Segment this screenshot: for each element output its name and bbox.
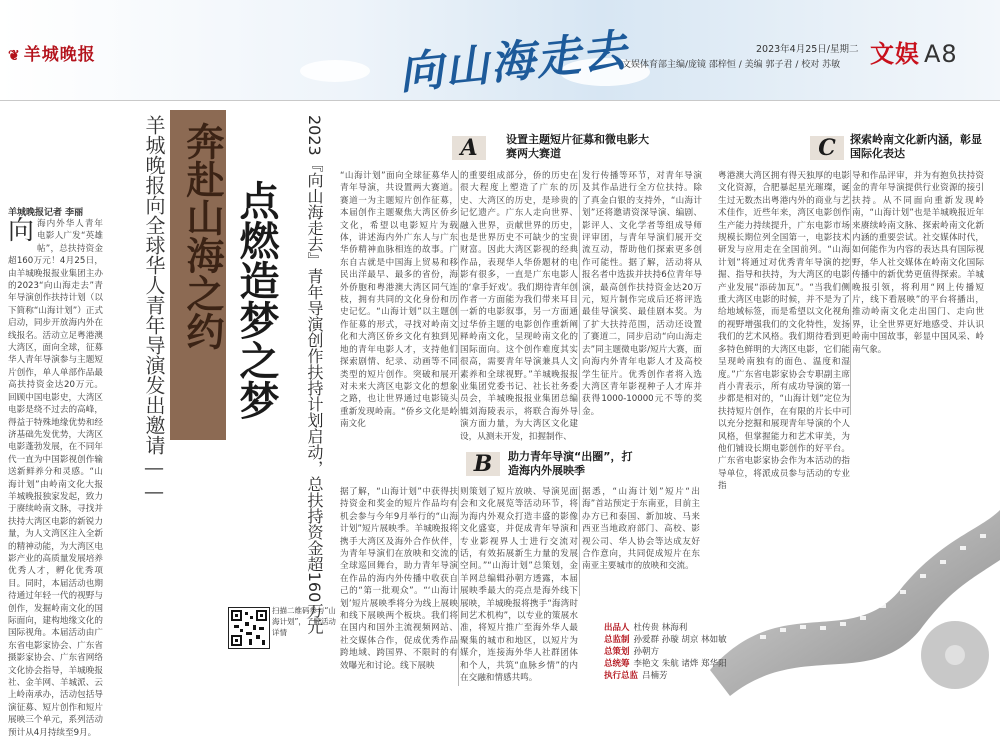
credit-row: 执行总监 吕楠芳 <box>604 671 668 681</box>
credit-row: 总策划 孙朝方 <box>604 647 660 657</box>
credit-row: 总统筹 李艳文 朱航 诸烨 郑华阳 <box>604 659 727 669</box>
lead-article-text: 向海内外华人青年电影人广发“英雄帖”，总扶持资金超160万元！4月25日，由羊城晚报报业集团主办的2023“向山海走去”青年导演创作扶持计划（以下简称“山海计划”）正式启动，同步开放海内外在线报名。活动立足粤港澳大湾区，面向全球，征募华人青年导演参与主题短片创作，单人单部作品最高扶持资金达20万元。回顾中国电影史，大湾区电影是绕不过去的高峰，得益于特殊地缘优势和经济基础先发优势，大湾区电影蓬勃发展，在不同年代一直为中国影视创作输送新鲜养分和灵感。“山海计划”由岭南文化大报羊城晚报独家发起，致力于赓续岭南文脉，寻找并扶持大湾区电影的新锐力量，为人文湾区注入全新的精神动能，为大湾区电影产业的高质量发展培养优秀人才，孵化优秀项目。同时，本届活动也期待通过年轻一代的视野与创作，发掘岭南文化的国际面向，建构地缘文化的国际视角。本届活动由广东省电影家协会、广东省摄影家协会、广东省网络文化协会指导，羊城晚报社、金羊网、羊城派、云上岭南承办，活动包括导演征募、短片创作和短片展映三个单元，系列活动预计从4月持续至9月。 <box>8 216 103 738</box>
production-credits <box>604 622 784 682</box>
cloud-decoration <box>300 60 370 82</box>
subhead: 点燃造梦之梦 <box>233 180 280 420</box>
section-label: 文娱 A8 <box>870 40 958 68</box>
section-a-col-1: “山海计划”面向全球征募华人青年导演，共设置两大赛道。赛道一为主题短片创作征募，本届创作主题聚焦大湾区侨乡文化，希望以电影短片为载体，讲述海内外广东人与广东华侨精神血脉相连的故事。广东自古就是中国海上贸易和移民出洋最早、最多的省份，海外侨胞和粤港澳大湾区同气连枝，拥有共同的文化身份和历史记忆。“山海计划”以主题创作征募的形式，寻找对岭南文化和大湾区侨乡文化有独到见地的青年电影人才，支持他们探索剧情、纪录、动画等不同类型的短片创作。突破和展开对未来大湾区电影文化的想象之路，也让世界通过电影镜头重新发现岭南。“侨乡文化是岭南文化 <box>340 171 458 430</box>
dropcap: 向 <box>8 216 35 246</box>
column-divider <box>458 170 459 415</box>
masthead-logo: ❦ 羊城晚报 <box>8 45 96 65</box>
section-b-title: 助力青年导演“出圈”，打造海内外展映季 <box>508 450 633 477</box>
deck: 2023『向山海走去』青年导演创作扶持计划启动，总扶持资金超160万元 <box>305 115 324 635</box>
section-c-letter: C <box>810 136 844 160</box>
column-divider <box>579 486 580 596</box>
qr-caption: 扫描二维码参与“山海计划”，了解活动详情 <box>272 606 336 637</box>
section-b-col-3: 据悉，“山海计划”短片“出海”首站预定于东南亚，目前主办方已和泰国、新加坡、马来西亚当地政府部门、高校、影视公司、华人协会等达成友好合作意向，共同促成短片在东南亚主要城市的放映和交流。 <box>582 487 700 572</box>
section-c-col-1: 粤港澳大湾区拥有得天独厚的电影文化资源，合肥暴起星光璀璨，诞生过无数杰出粤港内外的商业与艺术佳作，近些年来，湾区电影创作生产能力持续提升，广东电影市场规模长期位列全国第一，电影技术研发与应用走在全国前列。“山海计划”将通过对优秀青年导演的挖掘、指导和扶持，为大湾区的电影产业发展“添砖加瓦”。“当我们侧重大湾区电影的时候，并不是为了给地域标签，而是希望以文化视角的视野增强我们的文化特性，发扬我们的艺术风格。我们期待看到更多特色鲜明的大湾区电影，它们能呈现岭南独有的面色、温度和湿度。”广东省电影家协会专职副主席肖小青表示，所有成功导演的第一步都是相对的，“山海计划”定位为扶持短片创作，在有限的片长中可以充分挖掘和展现青年导演的个人风格，但掌握能力和艺术审美，为他们铺设长期电影创作的好平台。广东省电影家协会作为本活动的指导单位，将派成员参与活动的专业指 <box>718 171 850 492</box>
page-number: A8 <box>924 40 958 68</box>
column-divider <box>579 170 580 415</box>
column-divider <box>458 486 459 686</box>
section-a-title: 设置主题短片征募和微电影大赛两大赛道 <box>506 133 649 160</box>
section-b-letter: B <box>466 452 500 476</box>
section-a-letter: A <box>452 136 486 160</box>
qr-code[interactable] <box>228 607 270 649</box>
section-a-col-3: 发行传播等环节，对青年导演及其作品进行全方位扶持。除了真金白银的支持外，“山海计划”还将邀请资深导演、编剧、影评人、文化学者等组成导师评审团，与青年导演们展开交流互动，帮助他们探索更多创作可能性。据了解，活动将从报名者中选拔并扶持6位青年导演，最高创作扶持资金达20万元，短片制作完成后还将评选最佳导演奖、最佳剧本奖。为了扩大扶持范围，活动还设置了赛道二，同步启动“向山海走去”同主题微电影/短片大赛，面向海内外青年电影人才及高校学生征片。优秀创作者将入选大湾区青年影视种子人才库并获得1000-10000元不等的奖金。 <box>582 171 702 417</box>
section-c-col-2: 导和作品评审，并为有抱负扶持资金的青年导演提供行业资源的接引扶持。从不同面向重新发现岭南，“山海计划”也是羊城晚报近年来赓续岭南文脉、探索岭南文化新内涵的重要尝试。社交媒体时代，如何能作为内容的表达具有国际视野，华人社交媒体在岭南文化国际传播中的新优势更值得探索。羊城晚报引领，将利用“网上传播短片，线下看展映”的平台将播出，推动岭南文化走出国门、走向世界，让全世界更好地感受、并认识岭南中国故事，彰显中国风采、岭南气象。 <box>852 171 984 355</box>
reporter-byline: 羊城晚报记者 李丽 <box>8 208 84 218</box>
issue-date: 2023年4月25日/星期二 <box>756 44 859 55</box>
section-c-title: 探索岭南文化新内涵，彰显国际化表达 <box>850 133 982 160</box>
editor-credits: 文娱体育部主编/庞镜 邵梓恒 / 美编 郭子君 / 校对 苏敏 <box>622 60 841 70</box>
column-divider <box>850 170 851 415</box>
section-b-col-2: 则策划了短片放映、导演见面会和文化展览等活动环节，将为海内外观众打造丰盛的影像文化盛宴，并促成青年导演和专业影视界人士进行交流对话，有效拓展新生力量的发展空间。”“山海计划”总策划，金羊网总编辑孙朝方透露，本届展映季最大的亮点是海外线下展映，羊城晚报将携手“海湾时间艺术机构”，以专业的策展水准，将短片推广至海外华人最聚集的城市和地区，以短片为媒介，连接海外华人社群团体和个人，共筑“血脉乡情”的内在交融和情感共鸣。 <box>460 487 578 684</box>
credit-row: 总监制 孙爱群 孙璇 胡京 林如敏 <box>604 635 727 645</box>
section-b-col-1: 据了解，“山海计划”中获得扶持资金和奖金的短片作品均有机会参与今年9月举行的“山海计划”短片展映季。羊城晚报将携手大湾区及海外合作伙伴，为青年导演们在放映和交流的全球巡回舞台，助力青年导演在作品的海内外传播中收获自己的“第一批观众”。“‘山海计划’短片展映季将分为线上展映和线下展映两个板块。我们将在国内和国外主流视频网站、社交媒体合作，促成优秀作品跨地域、跨国界、不限时的有效曝光和讨论。线下展映 <box>340 487 458 671</box>
calligraphy-title: 向山海走去 <box>396 25 631 100</box>
credit-row: 出品人 杜传贵 林海利 <box>604 623 688 633</box>
kicker: 羊城晚报向全球华人青年导演发出邀请—— <box>142 115 166 503</box>
masthead-icon: ❦ <box>8 48 21 64</box>
section-a-col-2: 的重要组成部分，侨的历史在很大程度上塑造了广东的历史、大湾区的历史，是珍贵的记忆遗产。广东人走向世界、融入世界，贡献世界的历史，也是世界历史不可缺少的宝贵财富。因此大湾区影视的经典作品，表现华人华侨题材的电影有很多，一直是广东电影人的‘拿手好戏’。我们期待青年创作者一方面能为我们带来耳目一新的电影叙事，另一方面通过华侨主题的电影创作重新阐释岭南文化，呈现岭南文化的国际面向。这个创作难度其实很高，需要青年导演兼具人文素养和全球视野。”羊城晚报报业集团党委书记、社长社务委员会，羊城晚报报业集团总编辑刘海陵表示，将联合海外导演方面力量，为大湾区文化建设，从测未开发，扣握制作、 <box>460 171 578 442</box>
header-rule <box>0 100 1000 101</box>
hero-title: 奔赴山海之约 <box>180 122 225 350</box>
